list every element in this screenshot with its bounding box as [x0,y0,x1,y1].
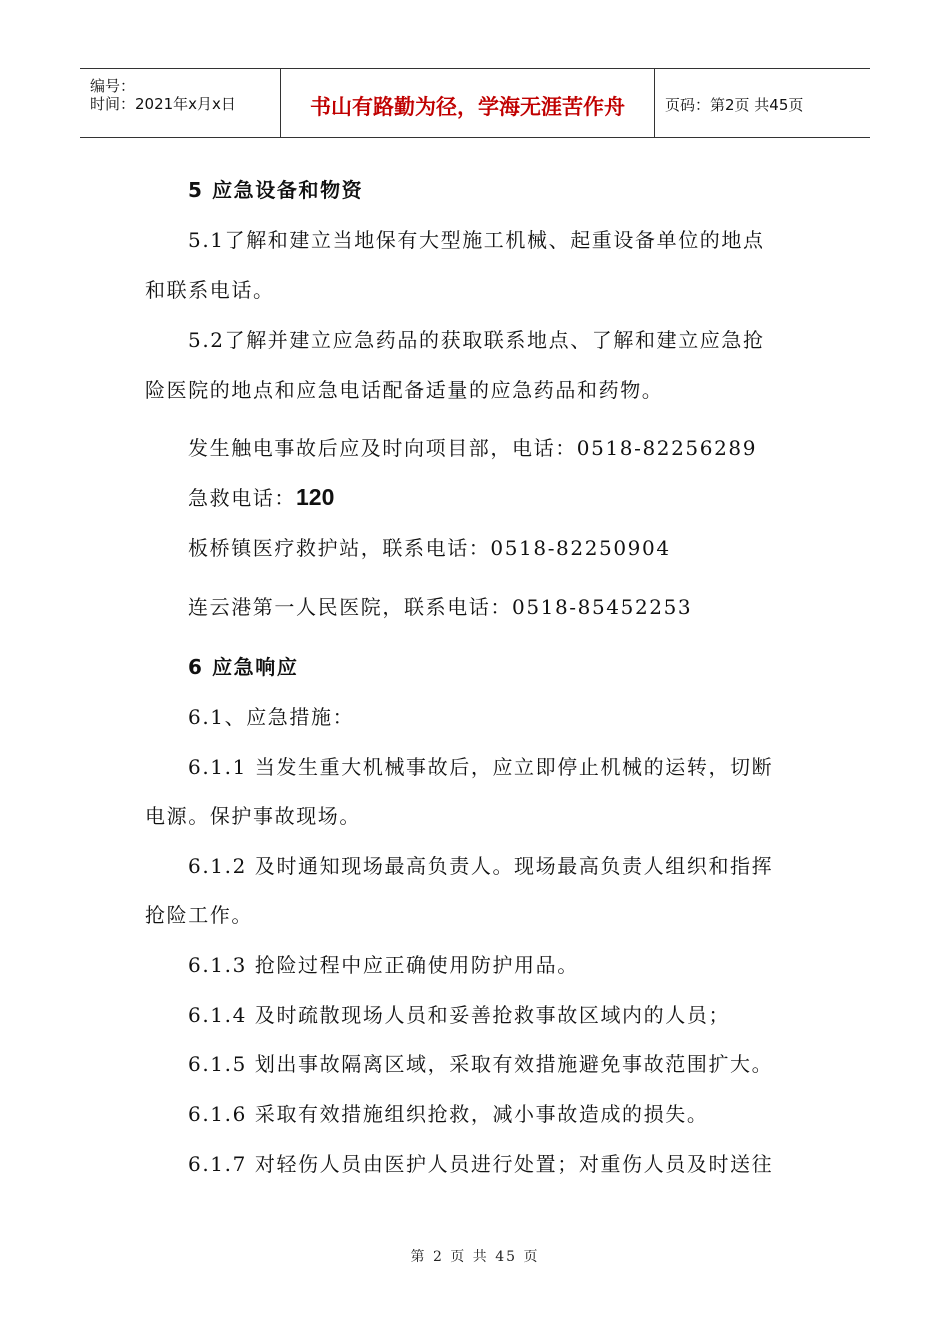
paragraph-6-1-1-line-1: 6.1.1 当发生重大机械事故后，应立即停止机械的运转，切断 [188,755,774,779]
paragraph-6-1-4: 6.1.4 及时疏散现场人员和妥善抢救事故区域内的人员； [188,1003,731,1027]
paragraph-5-2-line-2: 险医院的地点和应急电话配备适量的应急药品和药物。 [145,378,664,402]
emergency-label: 急救电话： [188,486,296,510]
paragraph-5-1-line-2: 和联系电话。 [145,278,275,302]
paragraph-5-1-line-1: 5.1了解和建立当地保有大型施工机械、起重设备单位的地点 [188,228,765,252]
paragraph-6-1-1-line-2: 电源。保护事故现场。 [145,804,361,828]
paragraph-6-1-2-line-1: 6.1.2 及时通知现场最高负责人。现场最高负责人组织和指挥 [188,854,774,878]
paragraph-6-1-6: 6.1.6 采取有效措施组织抢救，减小事故造成的损失。 [188,1102,709,1126]
header-right-cell [654,69,871,137]
contact-hospital: 连云港第一人民医院，联系电话：0518-85452253 [188,595,693,619]
header-motto: 书山有路勤为径，学海无涯苦作舟 [310,95,625,119]
paragraph-6-1-5: 6.1.5 划出事故隔离区域，采取有效措施避免事故范围扩大。 [188,1052,774,1076]
header-left-cell [80,69,281,137]
section-6-title: 6 应急响应 [188,655,299,679]
document-header [80,68,870,138]
paragraph-6-1-3: 6.1.3 抢险过程中应正确使用防护用品。 [188,953,579,977]
header-center-cell [281,69,654,137]
paragraph-5-2-line-1: 5.2了解并建立应急药品的获取联系地点、了解和建立应急抢 [188,328,765,352]
contact-project-dept: 发生触电事故后应及时向项目部，电话：0518-82256289 [188,436,758,460]
section-5-title: 5 应急设备和物资 [188,178,364,202]
emergency-number: 120 [296,484,335,510]
contact-emergency [188,482,334,511]
paragraph-6-1: 6.1、应急措施： [188,705,355,729]
paragraph-6-1-7-line-1: 6.1.7 对轻伤人员由医护人员进行处置；对重伤人员及时送往 [188,1152,774,1176]
document-number-label: 编号： [90,77,136,95]
page-footer: 第 2 页 共 45 页 [410,1249,540,1265]
header-page-label: 页码：第2页 共45页 [665,96,804,114]
document-date-label: 时间：2021年x月x日 [90,95,236,113]
paragraph-6-1-2-line-2: 抢险工作。 [145,903,253,927]
contact-clinic: 板桥镇医疗救护站，联系电话：0518-82250904 [188,536,671,560]
